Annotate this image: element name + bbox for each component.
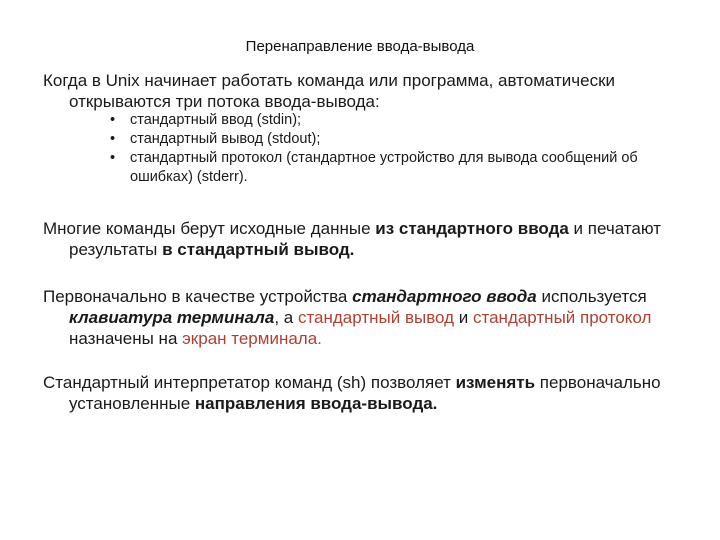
list-item-stdout: • стандартный вывод (stdout); bbox=[110, 130, 650, 149]
p4-bold-change: изменять bbox=[455, 373, 536, 392]
p2-bold-stdout: в стандартный вывод. bbox=[162, 240, 355, 259]
p3-text-2: используется bbox=[536, 287, 647, 306]
streams-intro-text: Когда в Unix начинает работать команда или программа, автоматически открываются три потока ввода-вывода: bbox=[43, 71, 616, 111]
p2-bold-stdin: из стандартного ввода bbox=[375, 219, 569, 238]
paragraph-commands-io bbox=[43, 218, 719, 260]
streams-list bbox=[110, 111, 650, 187]
p3-text-1: Первоначально в качестве устройства bbox=[43, 287, 353, 306]
p2-text-1: Многие команды берут исходные данные bbox=[43, 219, 376, 238]
list-item-stderr: • стандартный протокол (стандартное устройство для вывода сообщений об ошибках) (stderr). bbox=[110, 149, 650, 187]
p4-bold-directions: направления ввода-вывода. bbox=[194, 394, 438, 413]
paragraph-shell-redirection bbox=[43, 372, 719, 414]
p3-emph-stdin: стандартного ввода bbox=[352, 287, 537, 306]
p4-text-2: первоначально установленные bbox=[69, 373, 661, 413]
p3-red-screen: экран терминала. bbox=[182, 329, 322, 348]
p3-text-5: назначены на bbox=[69, 329, 183, 348]
p3-emph-keyboard: клавиатура терминала bbox=[69, 308, 275, 327]
slide-title: Перенаправление ввода-вывода bbox=[245, 38, 475, 55]
p4-text-1: Стандартный интерпретатор команд (sh) позволяет bbox=[43, 373, 456, 392]
p3-red-stderr: стандартный протокол bbox=[473, 308, 652, 327]
list-item-stdin: • стандартный ввод (stdin); bbox=[110, 111, 650, 130]
paragraph-default-devices bbox=[43, 286, 719, 349]
p3-text-4: и bbox=[454, 308, 473, 327]
p2-text-2: и печатают результаты bbox=[69, 219, 662, 259]
p3-text-3: , а bbox=[274, 308, 298, 327]
paragraph-streams-intro bbox=[43, 70, 719, 112]
p3-red-stdout: стандартный вывод bbox=[297, 308, 455, 327]
